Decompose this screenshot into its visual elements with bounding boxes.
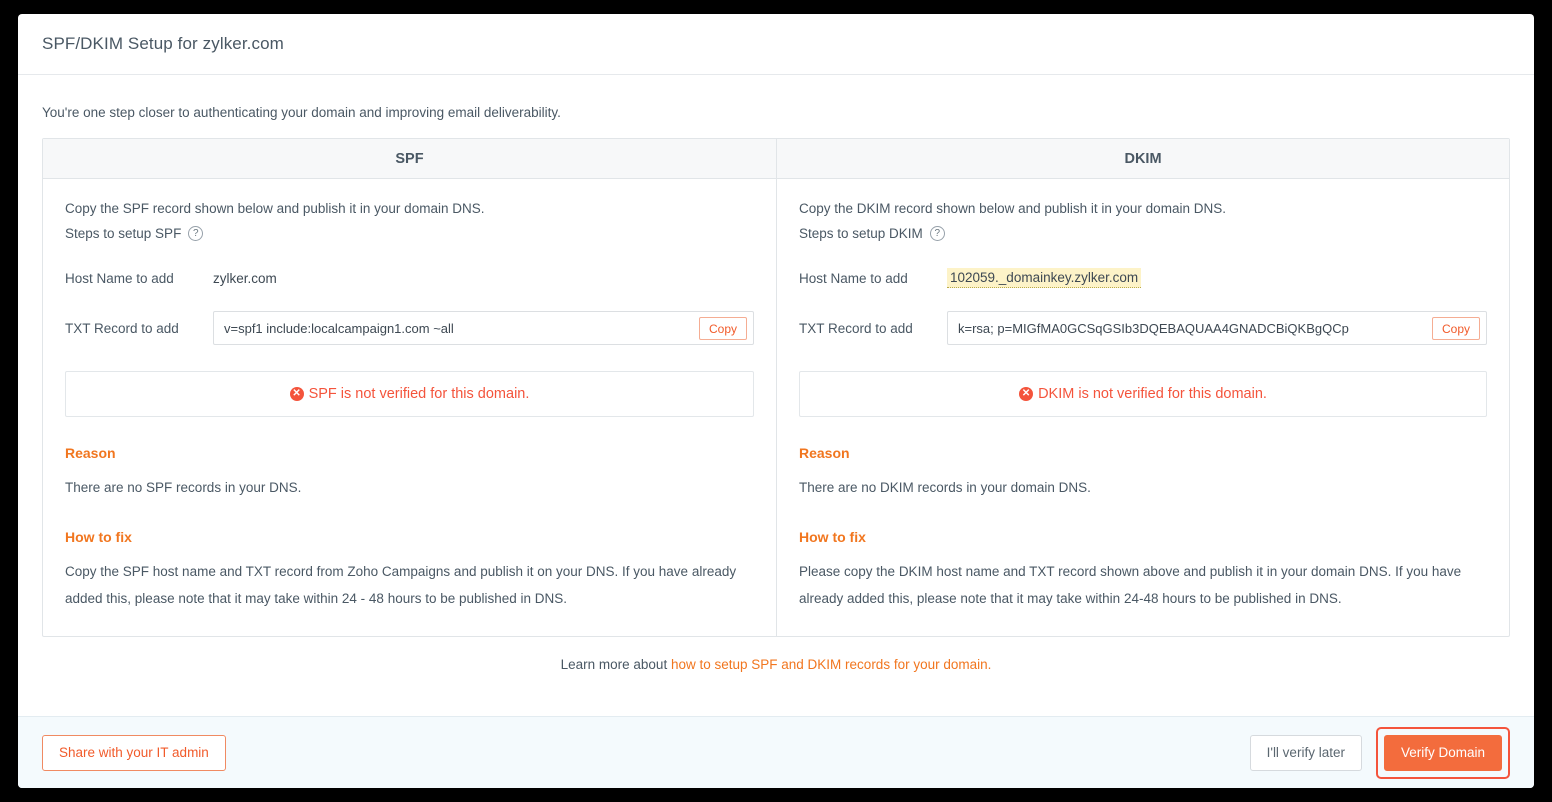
dkim-host-label: Host Name to add xyxy=(799,270,908,286)
page-title: SPF/DKIM Setup for zylker.com xyxy=(42,34,284,53)
spf-panel-body xyxy=(43,179,776,636)
intro-text: You're one step closer to authenticating your domain and improving email deliverability. xyxy=(42,105,561,120)
dkim-txt-value: k=rsa; p=MIGfMA0GCSqGSIb3DQEBAQUAA4GNADCBiQKBgQCp xyxy=(958,320,1349,336)
dkim-host-value: 102059._domainkey.zylker.com xyxy=(947,268,1141,288)
spf-status-badge xyxy=(65,371,754,417)
spf-host-label: Host Name to add xyxy=(65,270,174,286)
dialog-footer xyxy=(18,716,1534,788)
spf-instruction: Copy the SPF record shown below and publish it in your domain DNS. xyxy=(65,201,485,216)
spf-dkim-setup-dialog xyxy=(18,14,1534,788)
dialog-header xyxy=(18,14,1534,75)
dkim-steps-row xyxy=(799,226,1487,241)
question-mark-icon[interactable]: ? xyxy=(188,226,203,241)
records-panels xyxy=(42,138,1510,637)
dkim-panel-body xyxy=(777,179,1509,636)
dkim-panel-heading: DKIM xyxy=(777,139,1509,179)
spf-panel xyxy=(43,139,776,636)
spf-copy-button[interactable]: Copy xyxy=(699,317,747,340)
spf-steps-row xyxy=(65,226,754,241)
verify-later-button[interactable]: I'll verify later xyxy=(1250,735,1362,771)
spf-steps-label: Steps to setup SPF xyxy=(65,226,182,241)
spf-txt-label: TXT Record to add xyxy=(65,320,179,336)
spf-reason-heading: Reason xyxy=(65,445,116,461)
dkim-copy-button[interactable]: Copy xyxy=(1432,317,1480,340)
dkim-status-text: DKIM is not verified for this domain. xyxy=(1038,386,1267,402)
spf-txt-value: v=spf1 include:localcampaign1.com ~all xyxy=(224,320,454,336)
error-circle-icon: ✕ xyxy=(290,387,304,401)
dkim-reason-text: There are no DKIM records in your domain DNS. xyxy=(799,480,1091,495)
dkim-reason-heading: Reason xyxy=(799,445,850,461)
spf-host-value: zylker.com xyxy=(213,270,277,286)
spf-txt-input[interactable] xyxy=(213,311,754,345)
dkim-howtofix-text: Please copy the DKIM host name and TXT record shown above and publish it in your domain DNS. If you have already added this, please note that it may take within 24-48 hours to be published in DNS. xyxy=(799,564,1462,606)
dkim-txt-row xyxy=(799,311,1487,345)
share-with-it-admin-button[interactable]: Share with your IT admin xyxy=(42,735,226,771)
spf-reason-text: There are no SPF records in your DNS. xyxy=(65,480,302,495)
dkim-txt-input[interactable] xyxy=(947,311,1487,345)
verify-domain-button[interactable]: Verify Domain xyxy=(1384,735,1502,771)
dkim-steps-label: Steps to setup DKIM xyxy=(799,226,923,241)
dkim-status-badge xyxy=(799,371,1487,417)
question-mark-icon[interactable]: ? xyxy=(930,226,945,241)
spf-panel-heading: SPF xyxy=(43,139,776,179)
spf-howtofix-heading: How to fix xyxy=(65,529,132,546)
learn-more-prefix: Learn more about xyxy=(560,656,668,672)
learn-more-link[interactable]: how to setup SPF and DKIM records for your domain. xyxy=(670,656,992,672)
verify-domain-highlight xyxy=(1376,727,1510,779)
dkim-host-row xyxy=(799,265,1487,291)
spf-status-text: SPF is not verified for this domain. xyxy=(308,386,530,402)
spf-host-row xyxy=(65,265,754,291)
dkim-txt-label: TXT Record to add xyxy=(799,320,913,336)
error-circle-icon: ✕ xyxy=(1019,387,1033,401)
spf-txt-row xyxy=(65,311,754,345)
dkim-howtofix-heading: How to fix xyxy=(799,529,866,546)
learn-more-row xyxy=(42,637,1510,672)
dkim-instruction: Copy the DKIM record shown below and publish it in your domain DNS. xyxy=(799,201,1226,216)
dkim-panel xyxy=(776,139,1509,636)
dialog-body xyxy=(18,75,1534,716)
spf-howtofix-text: Copy the SPF host name and TXT record from Zoho Campaigns and publish it on your DNS. If you have already added this, please note that it may take within 24 - 48 hours to be published in DNS. xyxy=(65,564,737,606)
